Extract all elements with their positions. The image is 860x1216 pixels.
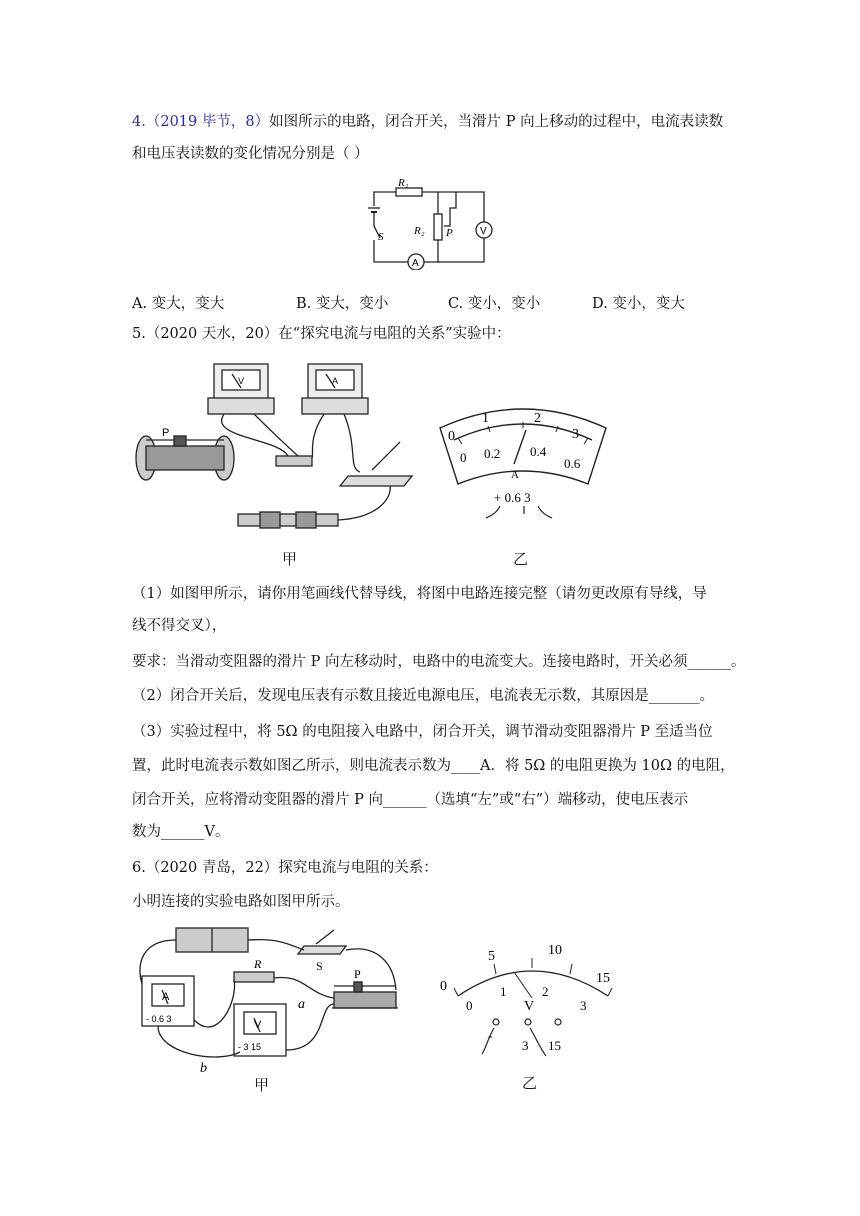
q6-meter-top-1: 5 [488, 949, 495, 964]
q6-label-b-wire: b [200, 1061, 207, 1074]
q6-ammeter-terminals: - 0.6 3 [146, 1014, 172, 1024]
q6-figure-b-caption: 乙 [522, 1074, 538, 1092]
q5-header: 5.（2020 天水，20）在“探究电流与电阻的关系”实验中： [132, 326, 511, 342]
q6-meter-top-3: 15 [596, 971, 610, 986]
q4-source: （2019 毕节，8） [145, 114, 270, 130]
q5-meter-bottom-0: 0 [460, 450, 467, 465]
q5-meter-top-3: 3 [572, 427, 579, 442]
q6-label-ammeter: A [162, 991, 170, 1003]
q5-meter-bottom-3: 0.6 [564, 456, 581, 471]
q4-option-d: D. 变小，变大 [592, 296, 685, 312]
q6-meter-unit: V [524, 999, 535, 1014]
q4-label-v: V [480, 226, 487, 237]
q4-option-c: C. 变小，变小 [448, 296, 541, 312]
q4-label-a: A [412, 258, 419, 269]
q4-label-r1: R₁ [398, 178, 409, 189]
q6-meter-terminal-15: 15 [548, 1038, 561, 1053]
q5-p1-line3: 要求：当滑动变阻器的滑片 P 向左移动时，电路中的电流变大。连接电路时，开关必须______。 [132, 654, 746, 670]
q6-meter-terminal-3: 3 [522, 1038, 529, 1053]
q4-number: 4. [132, 114, 146, 130]
q6-voltmeter-terminals: - 3 15 [238, 1042, 262, 1052]
q6-meter-bottom-0: 0 [466, 998, 473, 1013]
q4-line1 [132, 112, 723, 132]
q5-figure-b-caption: 乙 [513, 550, 529, 568]
q4-label-r2: R₂ [414, 225, 425, 237]
q6-figure-a [128, 924, 408, 1074]
q6-header: 6.（2020 青岛，22）探究电流与电阻的关系： [132, 860, 438, 876]
q6-label-r: R [254, 957, 262, 971]
q4-circuit-figure [366, 178, 496, 270]
q6-figure-a-caption: 甲 [254, 1076, 270, 1094]
q4-line2: 和电压表读数的变化情况分别是（ ） [132, 146, 369, 162]
q5-meter-top-0: 0 [448, 429, 455, 444]
q6-meter-bottom-1: 1 [500, 984, 507, 999]
q5-p2: （2）闭合开关后，发现电压表有示数且接近电源电压，电流表无示数，其原因是_______。 [132, 688, 714, 704]
q5-figure-a [128, 358, 428, 538]
q6-label-s: S [316, 959, 323, 973]
q5-p3-line3: 闭合开关，应将滑动变阻器的滑片 P 向______（选填“左”或“右”）端移动，使电压表示 [132, 792, 689, 808]
q5-p3-line4: 数为______V。 [132, 824, 230, 840]
q4-label-p: P [446, 227, 453, 239]
q6-meter-top-0: 0 [440, 979, 447, 994]
q5-figure-a-caption: 甲 [282, 550, 298, 568]
q6-meter-bottom-3: 3 [580, 998, 587, 1013]
q5-label-p: P [162, 427, 170, 439]
q5-meter-bottom-1: 0.2 [484, 446, 501, 461]
q6-figure-b-meter [436, 938, 636, 1078]
q5-meter-top-2: 2 [534, 411, 541, 426]
q5-p3-line1: （3）实验过程中，将 5Ω 的电阻接入电路中，闭合开关，调节滑动变阻器滑片 P 至适当位 [132, 724, 713, 740]
q5-meter-terminals: + 0.6 3 [494, 490, 531, 505]
q6-label-p: P [354, 967, 361, 981]
q5-p1-line2: 线不得交叉）， [132, 618, 227, 634]
q5-meter-unit: A [511, 469, 519, 481]
q4-text: 如图所示的电路，闭合开关，当滑片 P 向上移动的过程中，电流表读数 [269, 114, 724, 130]
q5-meter-top-1: 1 [482, 411, 489, 426]
q5-p1-line1: （1）如图甲所示，请你用笔画线代替导线，将图中电路连接完整（请勿更改原有导线，导 [132, 586, 707, 602]
q5-label-voltmeter: V [238, 376, 245, 386]
q4-label-s: S [378, 231, 384, 243]
q4-option-a: A. 变大，变大 [132, 296, 225, 312]
q5-p3-line2: 置，此时电流表示数如图乙所示，则电流表示数为____A．将 5Ω 的电阻更换为 10Ω 的电阻， [132, 758, 735, 774]
q6-line1: 小明连接的实验电路如图甲所示。 [132, 894, 350, 910]
q6-meter-top-2: 10 [548, 943, 562, 958]
q5-label-ammeter: A [332, 376, 339, 386]
q6-meter-terminal-neg: - [488, 1028, 493, 1043]
q6-meter-bottom-2: 2 [542, 984, 549, 999]
q6-label-voltmeter: V [254, 1019, 262, 1031]
q4-option-b: B. 变大，变小 [296, 296, 389, 312]
q5-figure-b-meter [438, 398, 608, 528]
q6-label-a-wire: a [298, 997, 305, 1012]
q5-meter-bottom-2: 0.4 [530, 444, 547, 459]
